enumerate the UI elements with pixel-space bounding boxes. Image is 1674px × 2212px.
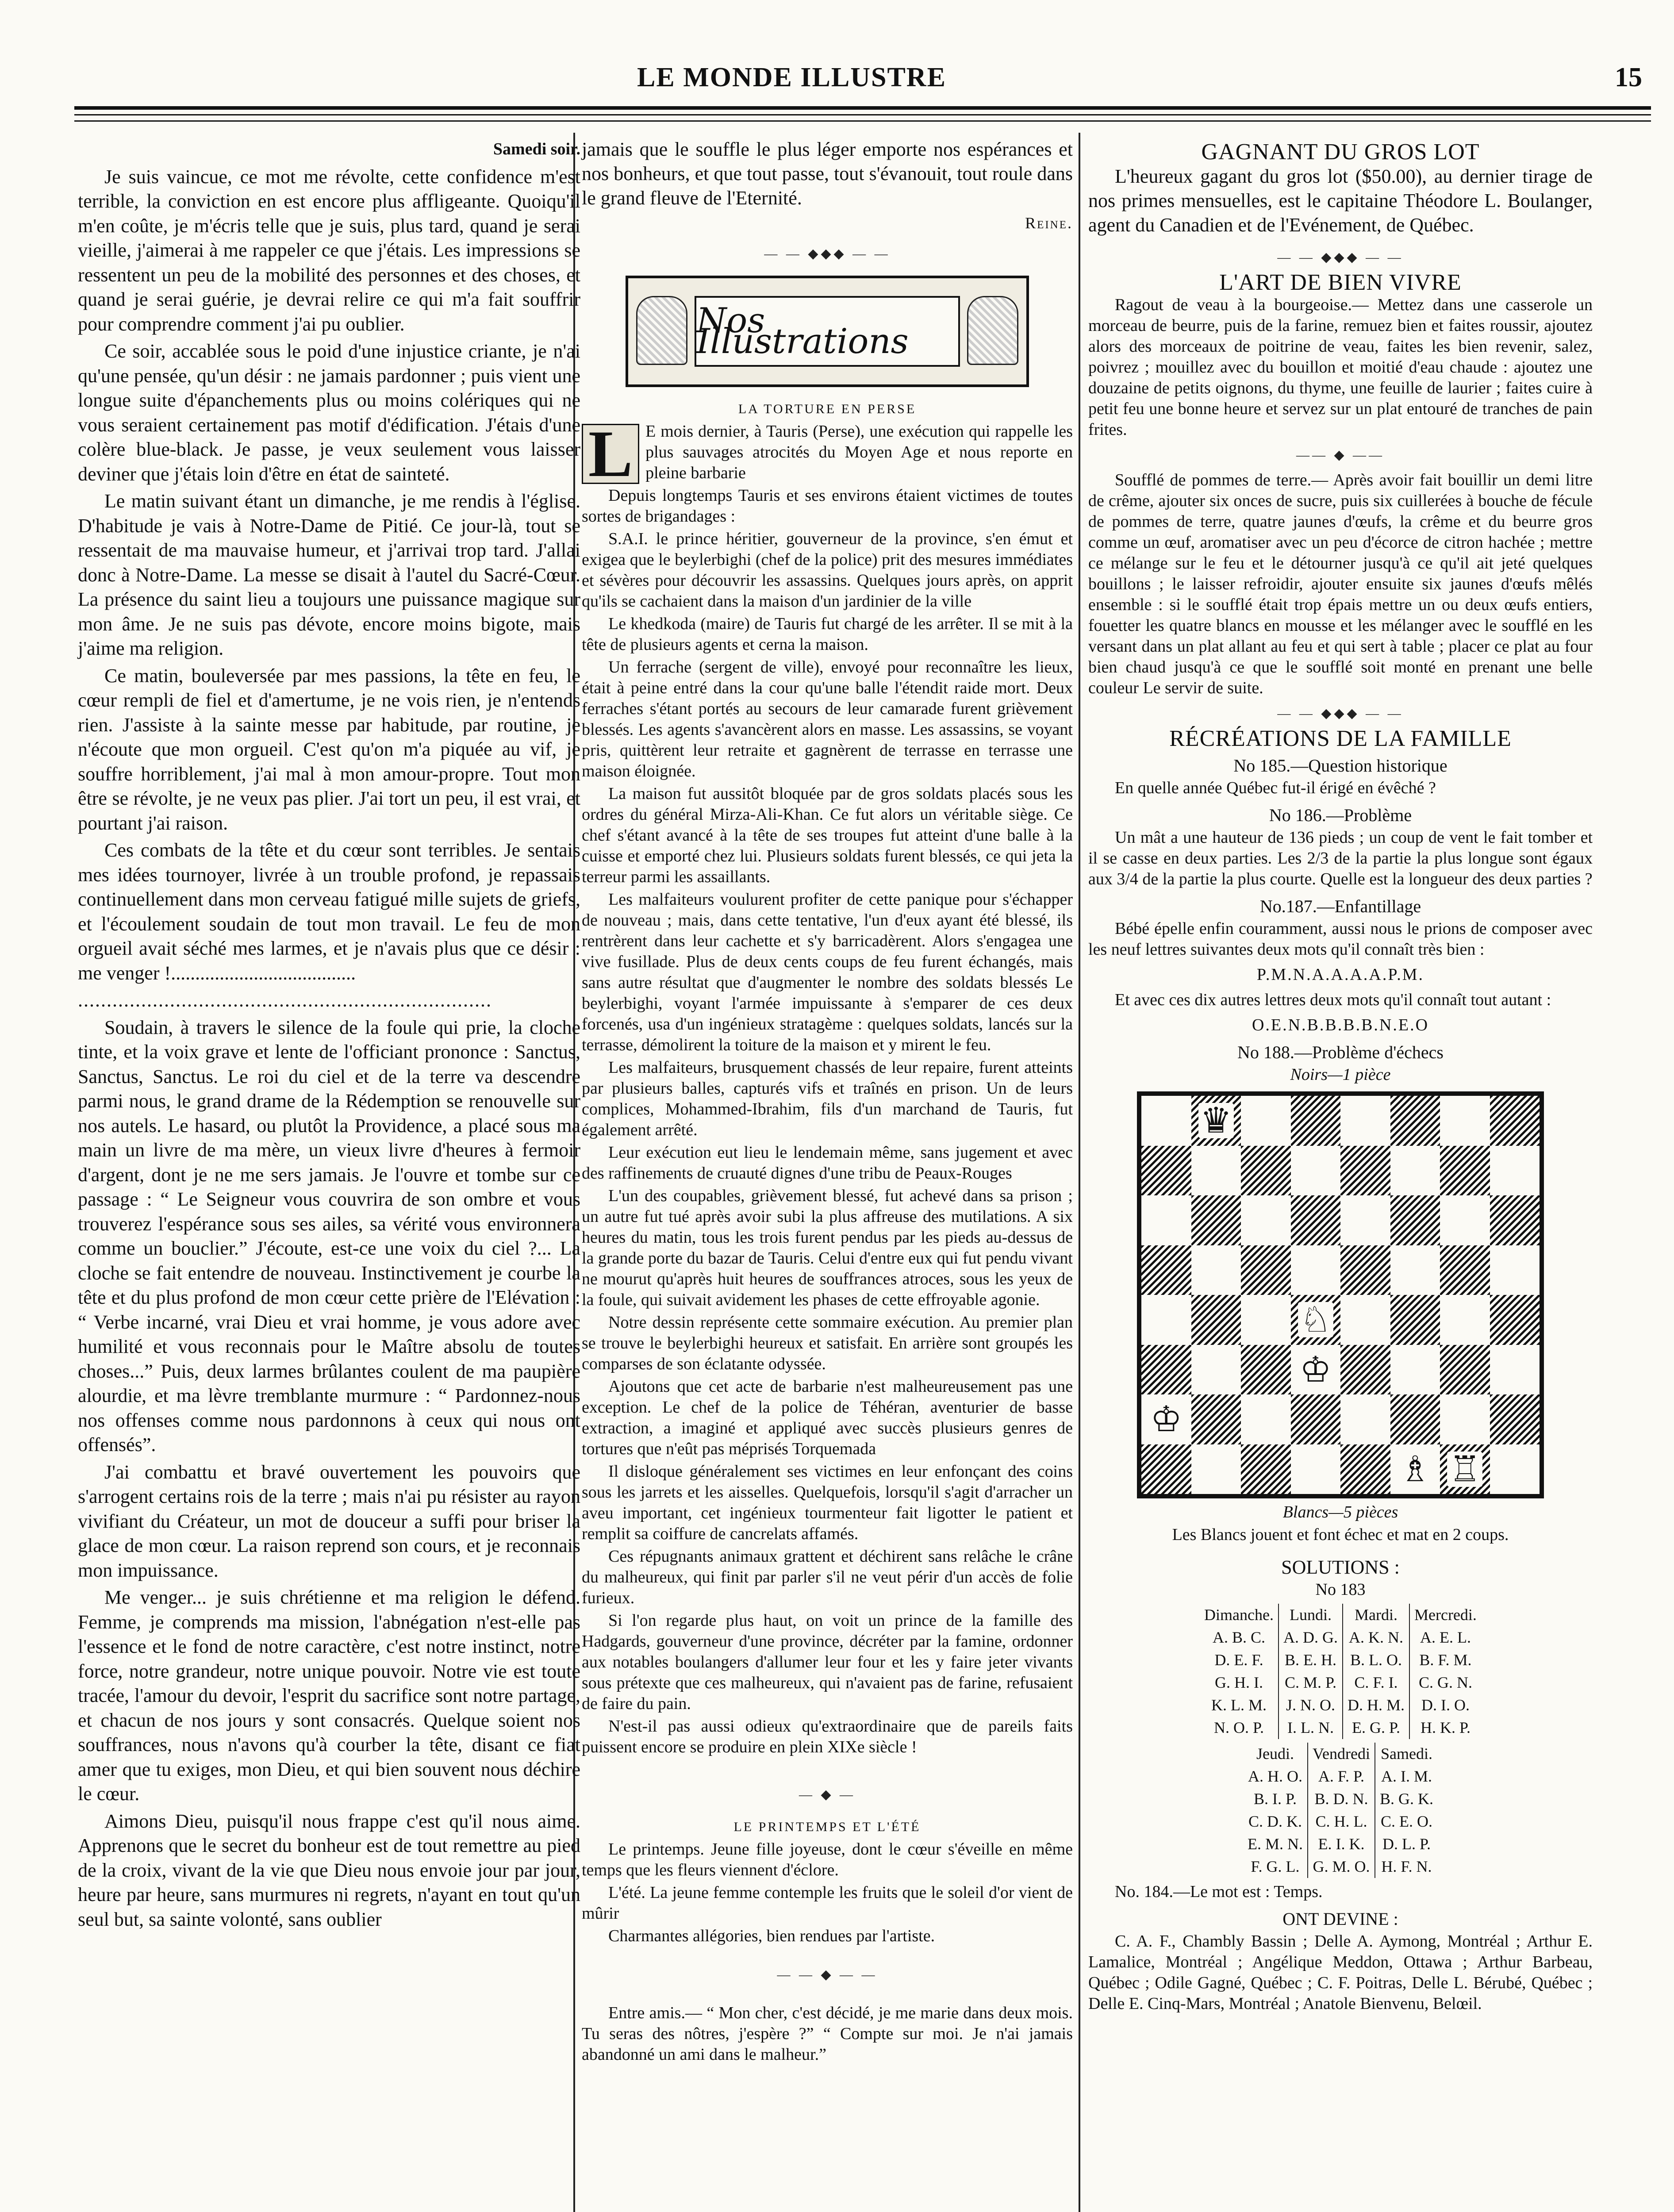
- white-king-icon: ♔: [1148, 1402, 1184, 1437]
- table-cell: B. F. M.: [1409, 1649, 1481, 1671]
- table-cell: D. I. O.: [1409, 1694, 1481, 1717]
- table-cell: A. D. G.: [1279, 1626, 1343, 1649]
- paragraph: Un ferrache (sergent de ville), envoyé pour reconnaître les lieux, était à peine entré dans la cour qu'une balle l'étendit raide mort. Deux ferraches s'étant portés au secours de leur camarade furent grièvement blessés. Les agents s'avancèrent alors en masse. Les assassins, se voyant pris, quittèrent leur retraite et gagnèrent de terrasse en terrasse une maison éloignée.: [582, 658, 1073, 780]
- chess-square: [1141, 1245, 1191, 1295]
- chess-square: [1490, 1394, 1540, 1444]
- chess-square: [1390, 1295, 1440, 1345]
- chess-square: [1141, 1295, 1191, 1345]
- chess-square: [1141, 1345, 1191, 1395]
- column-divider-2: [1079, 133, 1080, 2212]
- section-title: LA TORTURE EN PERSE: [738, 402, 917, 416]
- ornament-divider: — — ◆◆◆ — —: [764, 246, 891, 261]
- paragraph: L E mois dernier, à Tauris (Perse), une exécution qui rappelle les plus sauvages atrocités du Moyen Age et nous reporte en pleine barbarie: [582, 421, 1073, 484]
- chess-square: [1490, 1096, 1540, 1146]
- table-cell: A. H. O.: [1248, 1767, 1302, 1785]
- chess-square: [1440, 1394, 1490, 1444]
- chess-square: [1241, 1345, 1291, 1395]
- recipe: Soufflé de pommes de terre.— Après avoir fait bouillir un demi litre de crême, ajouter six onces de sucre, puis six cuillerées à bouche de fécule de pommes de terre, quatre jaunes d'œufs, la crême et du beurre gros comme un œuf, aromatiser avec un peu d'écorce de citron hachée ; mettre ce mélange sur le feu et le détourner jusqu'à ce qu'il ait jeté quelques bouillons ; le laisser refroidir, ajouter ensuite six jaunes d'œufs mêlés ensemble : si le soufflé était trop épais mettre un ou deux œufs entiers, fouetter les quatre blancs en mousse et les mélanger avec le soufflé en les versant dans un plat allant au feu et qui sert à table ; placer ce plat au four bien chaud jusqu'à ce que le soufflé soit monté en prenant une belle couleur Le servir de suite.: [1088, 471, 1593, 697]
- table-cell: G. H. I.: [1215, 1674, 1263, 1691]
- paragraph: Ce matin, bouleversée par mes passions, la tête en feu, le cœur rempli de fiel et d'amertume, je ne vois rien, je n'entends rien. J'assiste à la sainte messe par habitude, par routine, je n'écoute que mon orgueil. C'est qu'on m'a piquée au vif, je souffre horriblement, j'ai mal à mon amour-propre. Tout mon être se révolte, je ne veux pas plier. J'ai tort un peu, il est vrai, et pourtant j'ai raison.: [78, 664, 580, 834]
- ornament-divider: — — ◆◆◆ — —: [1277, 706, 1404, 721]
- table-cell: A. F. P.: [1308, 1765, 1375, 1788]
- chess-square: [1291, 1195, 1341, 1245]
- column-2: [582, 137, 1073, 2067]
- chess-square: [1191, 1096, 1241, 1146]
- table-cell: B. I. P.: [1253, 1790, 1297, 1808]
- table-cell: C. E. O.: [1375, 1810, 1438, 1833]
- letters: P.M.N.A.A.A.A.P.M.: [1256, 965, 1424, 984]
- question-heading: No 186.—Problème: [1269, 805, 1412, 825]
- paragraph: Le khedkoda (maire) de Tauris fut chargé de les arrêter. Il se mit à la tête de plusieurs agents et cerna la maison.: [582, 614, 1073, 654]
- solutions-table-1: [1200, 1604, 1481, 1739]
- chess-square: [1141, 1394, 1191, 1444]
- chess-square: [1191, 1245, 1241, 1295]
- ornament-divider: —— ◆ ——: [1296, 448, 1385, 462]
- chess-square: [1241, 1394, 1291, 1444]
- section-title: RÉCRÉATIONS DE LA FAMILLE: [1169, 726, 1512, 751]
- dateline: Samedi soir.: [493, 140, 580, 158]
- chess-square: [1191, 1146, 1241, 1196]
- chess-square: [1440, 1444, 1490, 1494]
- section-title: GAGNANT DU GROS LOT: [1201, 139, 1480, 165]
- blancs-label: Blancs—5 pièces: [1282, 1503, 1398, 1521]
- paragraph: Ajoutons que cet acte de barbarie n'est malheureusement pas une exception. Le chef de la police de Téhéran, aventurier de basse extraction, a imaginé et appliqué avec succès plusieurs genres de tortures que n'eût pas méprisés Torquemada: [582, 1377, 1073, 1458]
- chess-square: [1241, 1245, 1291, 1295]
- white-knight-icon: ♘: [1298, 1302, 1333, 1337]
- paragraph: Aimons Dieu, puisqu'il nous frappe c'est qu'il nous aime. Apprenons que le secret du bonheur est de tout remettre au pied de la croix, vivant de la vie que Dieu nous envoie jour par jour, heure par heure, sans murmures ni regrets, n'ayant en tout qu'un seul but, sa sainte volonté, sans oublier: [78, 1810, 580, 1930]
- table-header: Lundi.: [1279, 1604, 1343, 1626]
- section-title: LE PRINTEMPS ET L'ÉTÉ: [733, 1820, 921, 1834]
- paragraph: L'heureux gagant du gros lot ($50.00), au dernier tirage de nos primes mensuelles, est le capitaine Théodore L. Boulanger, agent du Canadien et de l'Evénement, de Québec.: [1088, 165, 1593, 236]
- paragraph: Si l'on regarde plus haut, on voit un prince de la famille des Hadgards, gouverneur d'une province, décréter par la famine, ordonner aux notables boulangers d'allumer leur four et les y faire jeter vivants sous prétexte que ces malheureux, qui n'avaient pas de farine, refusaient de faire du pain.: [582, 1611, 1073, 1713]
- table-header: Mercredi.: [1409, 1604, 1481, 1626]
- paragraph: S.A.I. le prince héritier, gouverneur de la province, s'en émut et exigea que le beylerbighi (chef de la police) prit des mesures immédiates et sévères pour découvrir les assassins. Quelques jours après, on apprit qu'ils se cachaient dans la maison d'un jardinier de la ville: [582, 530, 1073, 611]
- chess-square: [1440, 1245, 1490, 1295]
- question-heading: No.187.—Enfantillage: [1259, 896, 1421, 916]
- header-rule-thick: [74, 106, 1651, 110]
- question-text: Bébé épelle enfin couramment, aussi nous le prions de composer avec les neuf lettres suivantes deux mots qu'il connaît très bien :: [1088, 919, 1593, 959]
- chess-square: [1291, 1394, 1341, 1444]
- header-rule-thin: [74, 114, 1651, 115]
- column-1: [78, 137, 580, 1934]
- chess-square: [1241, 1295, 1291, 1345]
- table-cell: K. L. M.: [1211, 1696, 1267, 1714]
- chess-square: [1440, 1096, 1490, 1146]
- paragraph: Me venger... je suis chrétienne et ma religion le défend. Femme, je comprends ma mission, l'abnégation n'est-elle pas l'essence et le fond de notre caractère, c'est notre instinct, notre force, notre grandeur, notre unique pouvoir. Notre vie est toute tracée, l'amour du devoir, l'esprit du sacrifice sont notre partage, et chacun de nos jours y sont consacrés. Quelque soient nos souffrances, nous n'avons qu'à courber la tête, disant ce fiat amer que tu exiges, mon Dieu, et qui bien souvent nous déchire le cœur.: [78, 1586, 580, 1805]
- chess-square: [1340, 1245, 1390, 1295]
- table-cell: J. N. O.: [1279, 1694, 1343, 1717]
- answer-184: No. 184.—Le mot est : Temps.: [1115, 1882, 1323, 1901]
- chess-square: [1291, 1096, 1341, 1146]
- cherub-right-icon: [967, 296, 1018, 365]
- table-cell: C. F. I.: [1343, 1671, 1409, 1694]
- letters: O.E.N.B.B.B.B.N.E.O: [1252, 1016, 1429, 1034]
- page-number: 15: [1615, 62, 1642, 92]
- chess-square: [1141, 1195, 1191, 1245]
- table-cell: A. I. M.: [1375, 1765, 1438, 1788]
- ornament-divider: — ◆ —: [799, 1787, 856, 1802]
- table-cell: C. M. P.: [1279, 1671, 1343, 1694]
- table-cell: A. B. C.: [1213, 1628, 1266, 1646]
- chess-square: [1191, 1345, 1241, 1395]
- noirs-label: Noirs—1 pièce: [1290, 1065, 1391, 1084]
- banner-title: Nos Illustrations: [695, 296, 960, 367]
- chess-square: [1340, 1345, 1390, 1395]
- paragraph: Les malfaiteurs, brusquement chassés de leur repaire, furent atteints par plusieurs balles, capturés vifs et traînés en prison. Un de leurs complices, Mohammed-Ibrahim, fils d'un marchand de Tauris, fut également arrêté.: [582, 1058, 1073, 1139]
- question-text: Un mât a une hauteur de 136 pieds ; un coup de vent le fait tomber et il se casse en deux parties. Les 2/3 de la partie la plus longue sont égaux aux 3/4 de la partie la plus courte. Quelle est la longueur des deux parties ?: [1088, 828, 1593, 888]
- chess-square: [1241, 1146, 1291, 1196]
- table-cell: B. D. N.: [1308, 1788, 1375, 1810]
- paragraph: N'est-il pas aussi odieux qu'extraordinaire que de pareils faits puissent encore se produire en plein XIXe siècle !: [582, 1717, 1073, 1756]
- solutions-title: SOLUTIONS :: [1281, 1556, 1400, 1578]
- chess-square: [1490, 1146, 1540, 1196]
- chess-square: [1340, 1295, 1390, 1345]
- paragraph: Depuis longtemps Tauris et ses environs étaient victimes de toutes sortes de brigandages :: [582, 486, 1073, 526]
- chess-square: [1440, 1345, 1490, 1395]
- signature: Reine.: [1025, 214, 1073, 232]
- recipe: Ragout de veau à la bourgeoise.— Mettez dans une casserole un morceau de beurre, puis de la farine, remuez bien et faites roussir, ajoutez alors des morceaux de poitrine de veau, faites les bien revenir, salez, poivrez ; mouillez avec du bouillon et moitié d'eau chaude : ajoutez une douzaine de petits oignons, du thyme, une feuille de laurier ; faites cuire à petit feu une bonne heure et servez sur un plat entouré de tranches de pain frites.: [1088, 296, 1593, 439]
- drop-cap: L: [582, 424, 639, 484]
- table-cell: C. D. K.: [1248, 1813, 1302, 1830]
- chess-caption: Les Blancs jouent et font échec et mat en 2 coups.: [1172, 1525, 1509, 1544]
- chess-board: [1137, 1091, 1544, 1498]
- chess-square: [1141, 1146, 1191, 1196]
- paragraph: Leur exécution eut lieu le lendemain même, sans jugement et avec des raffinements de cruauté dignes d'une tribu de Peaux-Rouges: [582, 1143, 1073, 1183]
- question-heading: No 185.—Question historique: [1233, 756, 1447, 776]
- chess-square: [1440, 1146, 1490, 1196]
- white-bishop-icon: ♗: [1398, 1452, 1433, 1487]
- paragraph: Ce soir, accablée sous le poid d'une injustice criante, je n'ai qu'une pensée, qu'un désir : ne jamais pardonner ; puis vient une longue suite d'épanchements plus ou moins colériques qui ne vous seraient certainement pas motif d'édification. J'étais d'une colère blue-black. Je passe, je veux seulement vous laisser deviner que j'étais loin d'être en état de sainteté.: [78, 340, 580, 485]
- table-cell: A. K. N.: [1343, 1626, 1409, 1649]
- chess-square: [1241, 1195, 1291, 1245]
- table-cell: F. G. L.: [1251, 1858, 1300, 1875]
- table-cell: A. E. L.: [1409, 1626, 1481, 1649]
- chess-square: [1191, 1394, 1241, 1444]
- paragraph: Le matin suivant étant un dimanche, je me rendis à l'église. D'habitude je vais à Notre-Dame de Pitié. Ce jour-là, tout se ressentait de ma mauvaise humeur, et j'arrivai trop tard. J'allai donc à Notre-Dame. La messe se disait à l'autel du Sacré-Cœur. La présence du saint lieu a toujours une puissance magique sur mon âme. Je ne suis pas dévote, encore moins bigote, mais j'aime ma religion.: [78, 490, 580, 659]
- table-cell: D. L. P.: [1375, 1833, 1438, 1855]
- table-header: Samedi.: [1375, 1743, 1438, 1765]
- chess-square: [1191, 1444, 1241, 1494]
- chess-square: [1340, 1444, 1390, 1494]
- chess-square: [1340, 1096, 1390, 1146]
- paragraph: L'été. La jeune femme contemple les fruits que le soleil d'or vient de mûrir: [582, 1883, 1073, 1923]
- paragraph: Notre dessin représente cette sommaire exécution. Au premier plan se trouve le beylerbighi heureux et satisfait. En arrière sont groupés les comparses de son éclatante odyssée.: [582, 1313, 1073, 1373]
- cherub-left-icon: [636, 296, 687, 365]
- chess-square: [1291, 1444, 1341, 1494]
- table-cell: G. M. O.: [1308, 1855, 1375, 1878]
- white-rook-icon: ♖: [1447, 1452, 1482, 1487]
- chess-square: [1291, 1245, 1341, 1295]
- column-3: [1088, 137, 1593, 2016]
- chess-square: [1490, 1195, 1540, 1245]
- black-queen-icon: ♛: [1198, 1103, 1234, 1138]
- paragraph: Soudain, à travers le silence de la foule qui prie, la cloche tinte, et la voix grave et lente de l'officiant prononce : Sanctus, Sanctus, Sanctus. Le roi du ciel et de la terre va descendre parmi nous, le grand drame de la Rédemption se renouvelle sur nos autels. Le hasard, ou plutôt la Providence, a placé sous ma main un livre de ma mère, un vieux livre d'heures à fermoir d'argent, dont je ne me sers jamais. Je l'ouvre et tombe sur ce passage : “ Le Seigneur vous couvrira de son ombre et vous trouverez l'espérance sous ses ailes, sa vérité vous environnera comme un bouclier.” J'écoute, est-ce une voix du ciel ?... La cloche se fait entendre de nouveau. Instinctivement je courbe la tête et du plus profond de mon cœur cette prière de l'Elévation : “ Verbe incarné, vrai Dieu et vrai homme, je vous adore avec humilité et vous reconnais pour le Maître absolu de toutes choses...” Puis, deux larmes brûlantes coulent de ma paupière alourdie, et ma lèvre tremblante murmure : “ Pardonnez-nous nos offenses comme nous pardonnons à ceux qui nous ont offensés”.: [78, 1016, 580, 1455]
- table-cell: H. K. P.: [1409, 1717, 1481, 1739]
- table-cell: D. E. F.: [1214, 1651, 1263, 1669]
- paragraph: Charmantes allégories, bien rendues par l'artiste.: [608, 1927, 935, 1945]
- devine-title: ONT DEVINE :: [1282, 1909, 1398, 1929]
- nos-illustrations-banner: [626, 276, 1029, 387]
- paragraph: Il disloque généralement ses victimes en leur enfonçant des coins sous les jarrets et les aisselles. Quelquefois, lorsqu'il s'agit d'arracher un aveu important, cet ingénieux tourmenteur fait ligotter le patient et remplit sa coiffure de cancrelats affamés.: [582, 1462, 1073, 1543]
- table-cell: C. G. N.: [1409, 1671, 1481, 1694]
- chess-square: [1440, 1195, 1490, 1245]
- solutions-table-2: [1243, 1743, 1438, 1878]
- chess-square: [1490, 1295, 1540, 1345]
- chess-square: [1390, 1245, 1440, 1295]
- ornament-divider: — — ◆◆◆ — —: [1277, 250, 1404, 265]
- header-rule-thin-2: [74, 120, 1651, 122]
- table-cell: E. M. N.: [1248, 1835, 1303, 1853]
- solutions-subtitle: No 183: [1315, 1580, 1366, 1599]
- paragraph: Ces répugnants animaux grattent et déchirent sans relâche le crâne du malheureux, qui finit par parler s'il ne veut périr d'un accès de folie furieux.: [582, 1547, 1073, 1607]
- table-cell: B. L. O.: [1343, 1649, 1409, 1671]
- chess-square: [1340, 1146, 1390, 1196]
- table-cell: I. L. N.: [1279, 1717, 1343, 1739]
- white-king-icon: ♔: [1298, 1352, 1333, 1387]
- chess-square: [1490, 1444, 1540, 1494]
- section-title: L'ART DE BIEN VIVRE: [1219, 270, 1462, 295]
- chess-square: [1191, 1295, 1241, 1345]
- table-cell: E. I. K.: [1308, 1833, 1375, 1855]
- chess-square: [1390, 1345, 1440, 1395]
- table-header: Dimanche.: [1204, 1606, 1274, 1624]
- chess-square: [1291, 1295, 1341, 1345]
- question-text: En quelle année Québec fut-il érigé en évêché ?: [1115, 779, 1436, 797]
- chess-square: [1390, 1096, 1440, 1146]
- paragraph: L'un des coupables, grièvement blessé, fut achevé dans sa prison ; un autre fut tué après avoir subi la plus affreuse des mutilations. A six heures du matin, tous les trois furent pendus par les pieds au-dessus de la grande porte du bazar de Tauris. Celui d'entre eux qui fut pendu vivant ne mourut qu'après huit heures de souffrances atroces, sous les yeux de la foule, qui suivait avidement les phases de cette effroyable agonie.: [582, 1187, 1073, 1309]
- masthead-title: LE MONDE ILLUSTRE: [637, 62, 946, 92]
- chess-square: [1490, 1345, 1540, 1395]
- chess-square: [1241, 1096, 1291, 1146]
- chess-square: [1291, 1146, 1341, 1196]
- chess-square: [1141, 1444, 1191, 1494]
- devine-list: C. A. F., Chambly Bassin ; Delle A. Aymong, Montréal ; Arthur E. Lamalice, Montréal ; Angélique Meddon, Ottawa ; Arthur Barbeau, Québec ; Odile Gagné, Québec ; C. F. Poitras, Delle L. Bérubé, Québec ; Delle E. Cinq-Mars, Montréal ; Anatole Bienvenu, Belœil.: [1088, 1932, 1593, 2013]
- chess-square: [1241, 1444, 1291, 1494]
- table-cell: B. G. K.: [1375, 1788, 1438, 1810]
- table-header: Jeudi.: [1256, 1745, 1294, 1763]
- paragraph: Les malfaiteurs voulurent profiter de cette panique pour s'échapper de nouveau ; mais, dans cette tentative, l'un d'eux ayant été blessé, ils rentrèrent dans leur cachette et s'y barricadèrent. Alors s'engagea une vive fusillade. Plus de deux cents coups de feu furent échangés, mais sans autre résultat que d'augmenter le nombre des soldats blessés Le beylerbighi, voyant l'armée impuissante à s'emparer de ces deux forcenés, usa d'un ingénieux stratagème : quelques soldats, lancés sur la terrasse, démolirent la toiture de la maison et y mirent le feu.: [582, 890, 1073, 1054]
- question-text: Et avec ces dix autres lettres deux mots qu'il connaît tout autant :: [1115, 991, 1551, 1009]
- chess-square: [1141, 1096, 1191, 1146]
- paragraph: J'ai combattu et bravé ouvertement les pouvoirs que s'arrogent certains rois de la terre ; mais n'ai pu résister au rayon vivifiant du Créateur, un mot de douceur a suffi pour briser la glace de mon cœur. La raison reprend son cours, et je reconnais mon impuissance.: [78, 1461, 580, 1581]
- table-cell: E. G. P.: [1343, 1717, 1409, 1739]
- chess-square: [1440, 1295, 1490, 1345]
- paragraph: Ces combats de la tête et du cœur sont terribles. Je sentais mes idées tournoyer, livrée à un trouble profond, je repassais continuellement dans mon cerveau fatigué mille sujets de griefs, et l'écoulement soudain de tout mon travail. Le feu de mon orgueil avait séché mes larmes, et je n'avais plus que ce désir : me venger !......................................: [78, 839, 580, 984]
- chess-square: [1490, 1245, 1540, 1295]
- table-cell: D. H. M.: [1343, 1694, 1409, 1717]
- table-header: Mardi.: [1343, 1604, 1409, 1626]
- chess-square: [1390, 1195, 1440, 1245]
- table-cell: H. F. N.: [1375, 1855, 1438, 1878]
- table-cell: B. E. H.: [1279, 1649, 1343, 1671]
- chess-square: [1340, 1394, 1390, 1444]
- chess-square: [1390, 1444, 1440, 1494]
- ornament-divider: — — ◆ — —: [777, 1967, 878, 1982]
- table-cell: N. O. P.: [1214, 1719, 1264, 1736]
- chess-square: [1291, 1345, 1341, 1395]
- chess-square: [1340, 1195, 1390, 1245]
- paragraph: Le printemps. Jeune fille joyeuse, dont le cœur s'éveille en même temps que les fleurs viennent d'éclore.: [582, 1840, 1073, 1879]
- chess-square: [1390, 1394, 1440, 1444]
- table-cell: C. H. L.: [1308, 1810, 1375, 1833]
- paragraph: La maison fut aussitôt bloquée par de gros soldats placés sous les ordres du général Mirza-Ali-Khan. Ce fut alors un véritable siège. Ce chef s'étant avancé à la tête de ses troupes fut atteint d'une balle à la cuisse et emporté chez lui. Plusieurs soldats furent blessés, ce qui jeta la terreur parmi les assaillants.: [582, 784, 1073, 886]
- table-header: Vendredi: [1308, 1743, 1375, 1765]
- chess-square: [1191, 1195, 1241, 1245]
- dotted-line: ........................................................................: [78, 989, 492, 1011]
- question-heading: No 188.—Problème d'échecs: [1237, 1042, 1444, 1062]
- chess-square: [1390, 1146, 1440, 1196]
- anecdote: Entre amis.— “ Mon cher, c'est décidé, je me marie dans deux mois. Tu seras des nôtres, j'espère ?” “ Compte sur moi. Je n'ai jamais abandonné un ami dans le malheur.”: [582, 2004, 1073, 2064]
- paragraph: Je suis vaincue, ce mot me révolte, cette confidence m'est terrible, la conviction en est encore plus affligeante. Quoiqu'il m'en coûte, je m'écris telle que je suis, plus tard, quand je serai vieille, j'aimerai à me rappeler ce que j'étais. Les impressions se ressentent un peu de la mobilité des personnes et des choses, et quand je serai guérie, je devrai relire ce qui m'a fait souffrir pour comprendre comment j'ai pu oublier.: [78, 165, 580, 335]
- continuation-text: jamais que le souffle le plus léger emporte nos espérances et nos bonheurs, et que tout passe, tout s'évanouit, tout roule dans le grand fleuve de l'Eternité.: [582, 138, 1073, 209]
